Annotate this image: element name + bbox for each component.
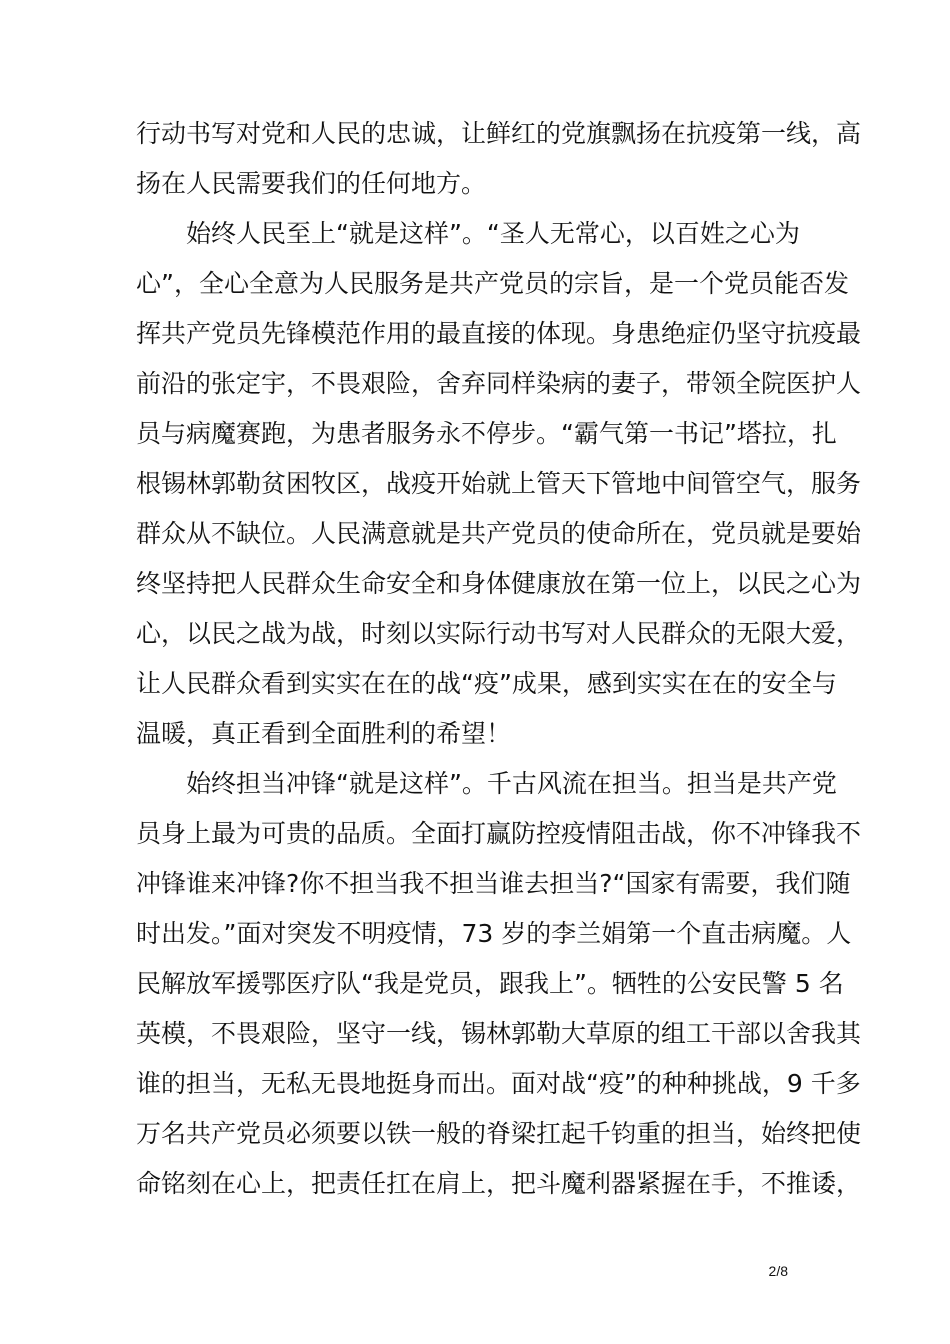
text-line: 英模，不畏艰险，坚守一线，锡林郭勒大草原的组工干部以舍我其 bbox=[136, 1019, 862, 1048]
text-line: 群众从不缺位。人民满意就是共产党员的使命所在，党员就是要始 bbox=[136, 519, 862, 548]
text-line: 冲锋谁来冲锋?你不担当我不担当谁去担当?“国家有需要，我们随 bbox=[136, 869, 851, 898]
text-line: 根锡林郭勒贫困牧区，战疫开始就上管天下管地中间管空气，服务 bbox=[136, 469, 862, 498]
text-line: 命铭刻在心上，把责任扛在肩上，把斗魔利器紧握在手，不推诿， bbox=[136, 1169, 862, 1198]
text-line: 温暖，真正看到全面胜利的希望！ bbox=[136, 719, 512, 748]
text-line: 前沿的张定宇，不畏艰险，舍弃同样染病的妻子，带领全院医护人 bbox=[136, 369, 862, 398]
text-line: 谁的担当，无私无畏地挺身而出。面对战“疫”的种种挑战，9 千多 bbox=[136, 1069, 861, 1098]
text-line: 让人民群众看到实实在在的战“疫”成果，感到实实在在的安全与 bbox=[136, 669, 837, 698]
text-line: 员身上最为可贵的品质。全面打赢防控疫情阻击战，你不冲锋我不 bbox=[136, 819, 862, 848]
text-line: 时出发。”面对突发不明疫情，73 岁的李兰娟第一个直击病魔。人 bbox=[136, 919, 852, 948]
text-line: 民解放军援鄂医疗队“我是党员，跟我上”。牺牲的公安民警 5 名 bbox=[136, 969, 844, 998]
text-line: 万名共产党员必须要以铁一般的脊梁扛起千钧重的担当，始终把使 bbox=[136, 1119, 862, 1148]
text-line: 终坚持把人民群众生命安全和身体健康放在第一位上，以民之心为 bbox=[136, 569, 862, 598]
text-line: 行动书写对党和人民的忠诚，让鲜红的党旗飘扬在抗疫第一线，高 bbox=[136, 119, 862, 148]
text-line: 挥共产党员先锋模范作用的最直接的体现。身患绝症仍坚守抗疫最 bbox=[136, 319, 862, 348]
text-line: 始终担当冲锋“就是这样”。千古风流在担当。担当是共产党 bbox=[186, 769, 837, 798]
text-line: 始终人民至上“就是这样”。“圣人无常心，以百姓之心为 bbox=[186, 219, 800, 248]
text-line: 心”，全心全意为人民服务是共产党员的宗旨，是一个党员能否发 bbox=[136, 269, 849, 298]
text-line: 扬在人民需要我们的任何地方。 bbox=[136, 169, 487, 198]
text-line: 员与病魔赛跑，为患者服务永不停步。“霸气第一书记”塔拉，扎 bbox=[136, 419, 837, 448]
text-line: 心，以民之战为战，时刻以实际行动书写对人民群众的无限大爱， bbox=[136, 619, 862, 648]
page-number: 2/8 bbox=[768, 1263, 788, 1279]
